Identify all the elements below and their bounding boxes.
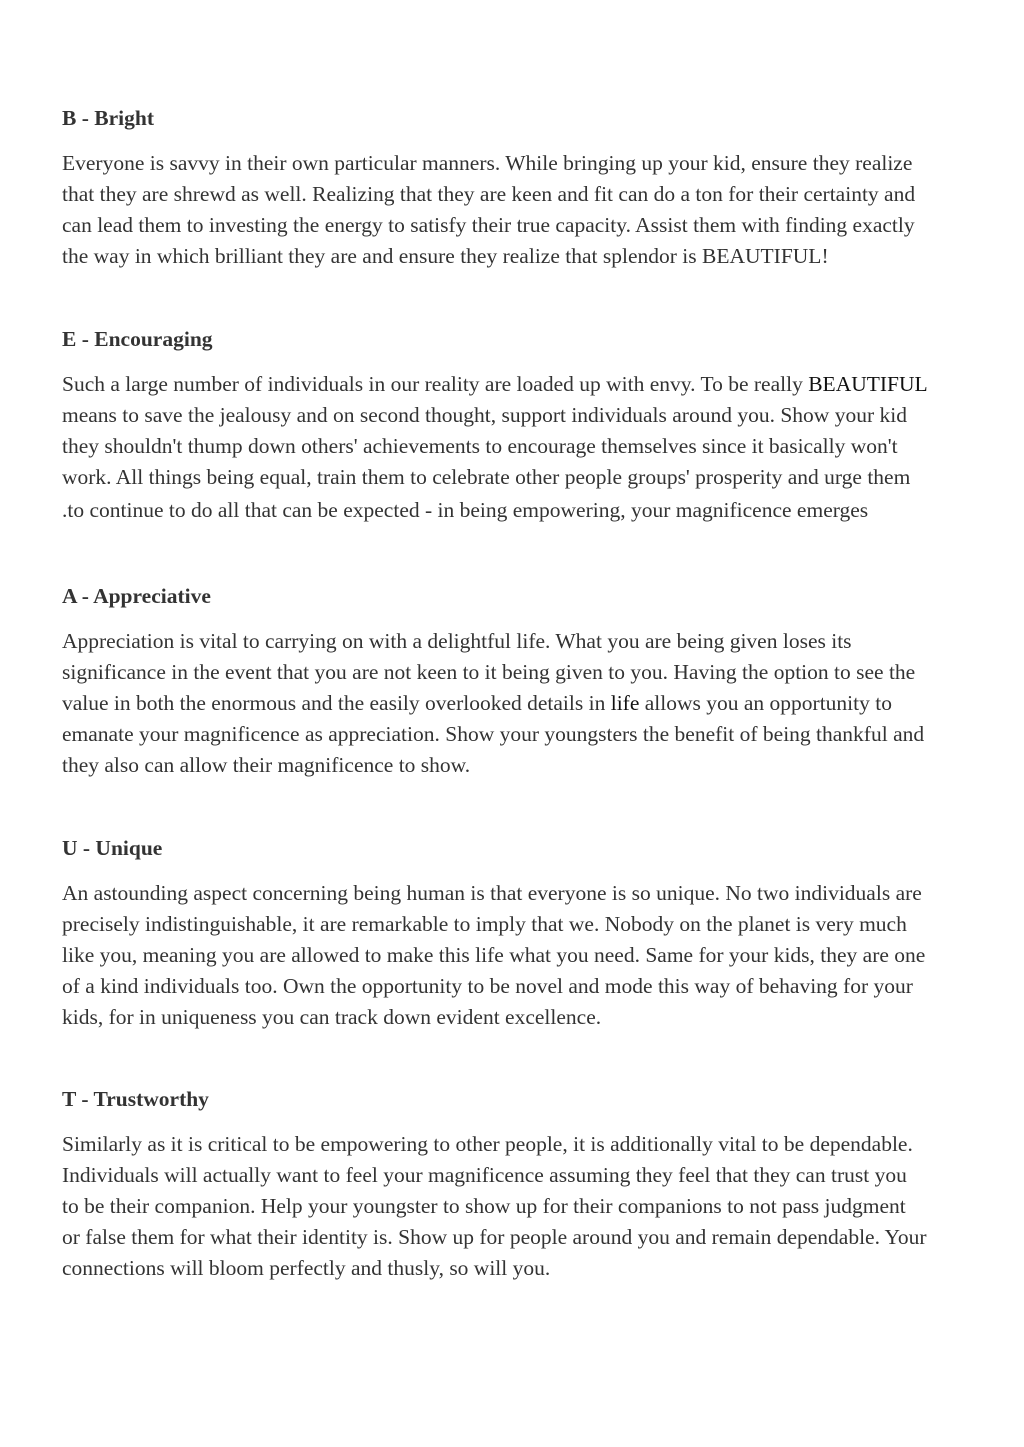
highlighted-word: life [610, 691, 640, 715]
paragraph-line: connections will bloom perfectly and thusly, so will you. [62, 1256, 551, 1280]
paragraph-line: can lead them to investing the energy to satisfy their true capacity. Assist them with finding exactly [62, 213, 915, 237]
paragraph-line: .to continue to do all that can be expected - in being empowering, your magnificence emerges [62, 498, 869, 522]
paragraph-line: of a kind individuals too. Own the opportunity to be novel and mode this way of behaving for your [62, 974, 913, 998]
paragraph-line: or false them for what their identity is. Show up for people around you and remain dependable. Your [62, 1225, 927, 1249]
paragraph-line: they also can allow their magnificence to show. [62, 753, 471, 777]
paragraph-line: emanate your magnificence as appreciation. Show your youngsters the benefit of being thankful and [62, 722, 925, 746]
paragraph-line: that they are shrewd as well. Realizing that they are keen and fit can do a ton for their certainty and [62, 182, 916, 206]
section-appreciative [62, 583, 967, 781]
highlighted-word: BEAUTIFUL [808, 372, 928, 396]
line-text: value in both the enormous and the easily overlooked details in [62, 691, 611, 715]
section-paragraph [62, 1129, 967, 1284]
paragraph-line: kids, for in uniqueness you can track down evident excellence. [62, 1005, 602, 1029]
paragraph-line: they shouldn't thump down others' achievements to encourage themselves since it basically won't [62, 434, 898, 458]
section-heading: E - Encouraging [62, 327, 213, 351]
section-heading: A - Appreciative [62, 584, 211, 608]
section-paragraph [62, 626, 967, 781]
section-paragraph [62, 878, 967, 1033]
paragraph-line [62, 688, 967, 719]
paragraph-line: significance in the event that you are not keen to it being given to you. Having the option to see the [62, 660, 916, 684]
line-text: Such a large number of individuals in our reality are loaded up with envy. To be really [62, 372, 809, 396]
paragraph-line: to be their companion. Help your youngster to show up for their companions to not pass judgment [62, 1194, 906, 1218]
paragraph-line: Everyone is savvy in their own particular manners. While bringing up your kid, ensure they realize [62, 151, 913, 175]
line-text: allows you an opportunity to [639, 691, 892, 715]
section-heading: U - Unique [62, 836, 163, 860]
paragraph-line: the way in which brilliant they are and ensure they realize that splendor is BEAUTIFUL! [62, 244, 829, 268]
section-heading: B - Bright [62, 106, 154, 130]
paragraph-line [62, 369, 967, 400]
section-paragraph [62, 369, 967, 526]
paragraph-line: Individuals will actually want to feel your magnificence assuming they feel that they can trust you [62, 1163, 907, 1187]
section-bright [62, 105, 967, 272]
section-unique [62, 835, 967, 1033]
section-encouraging [62, 326, 967, 526]
paragraph-line: precisely indistinguishable, it are remarkable to imply that we. Nobody on the planet is very much [62, 912, 907, 936]
paragraph-line: work. All things being equal, train them to celebrate other people groups' prosperity and urge them [62, 465, 911, 489]
section-trustworthy [62, 1086, 967, 1284]
section-paragraph [62, 148, 967, 272]
paragraph-line: Appreciation is vital to carrying on with a delightful life. What you are being given loses its [62, 629, 852, 653]
paragraph-line: like you, meaning you are allowed to make this life what you need. Same for your kids, they are one [62, 943, 926, 967]
paragraph-line: An astounding aspect concerning being human is that everyone is so unique. No two individuals are [62, 881, 922, 905]
paragraph-line: means to save the jealousy and on second thought, support individuals around you. Show your kid [62, 403, 907, 427]
section-heading: T - Trustworthy [62, 1087, 209, 1111]
paragraph-line: Similarly as it is critical to be empowering to other people, it is additionally vital to be dependable. [62, 1132, 913, 1156]
